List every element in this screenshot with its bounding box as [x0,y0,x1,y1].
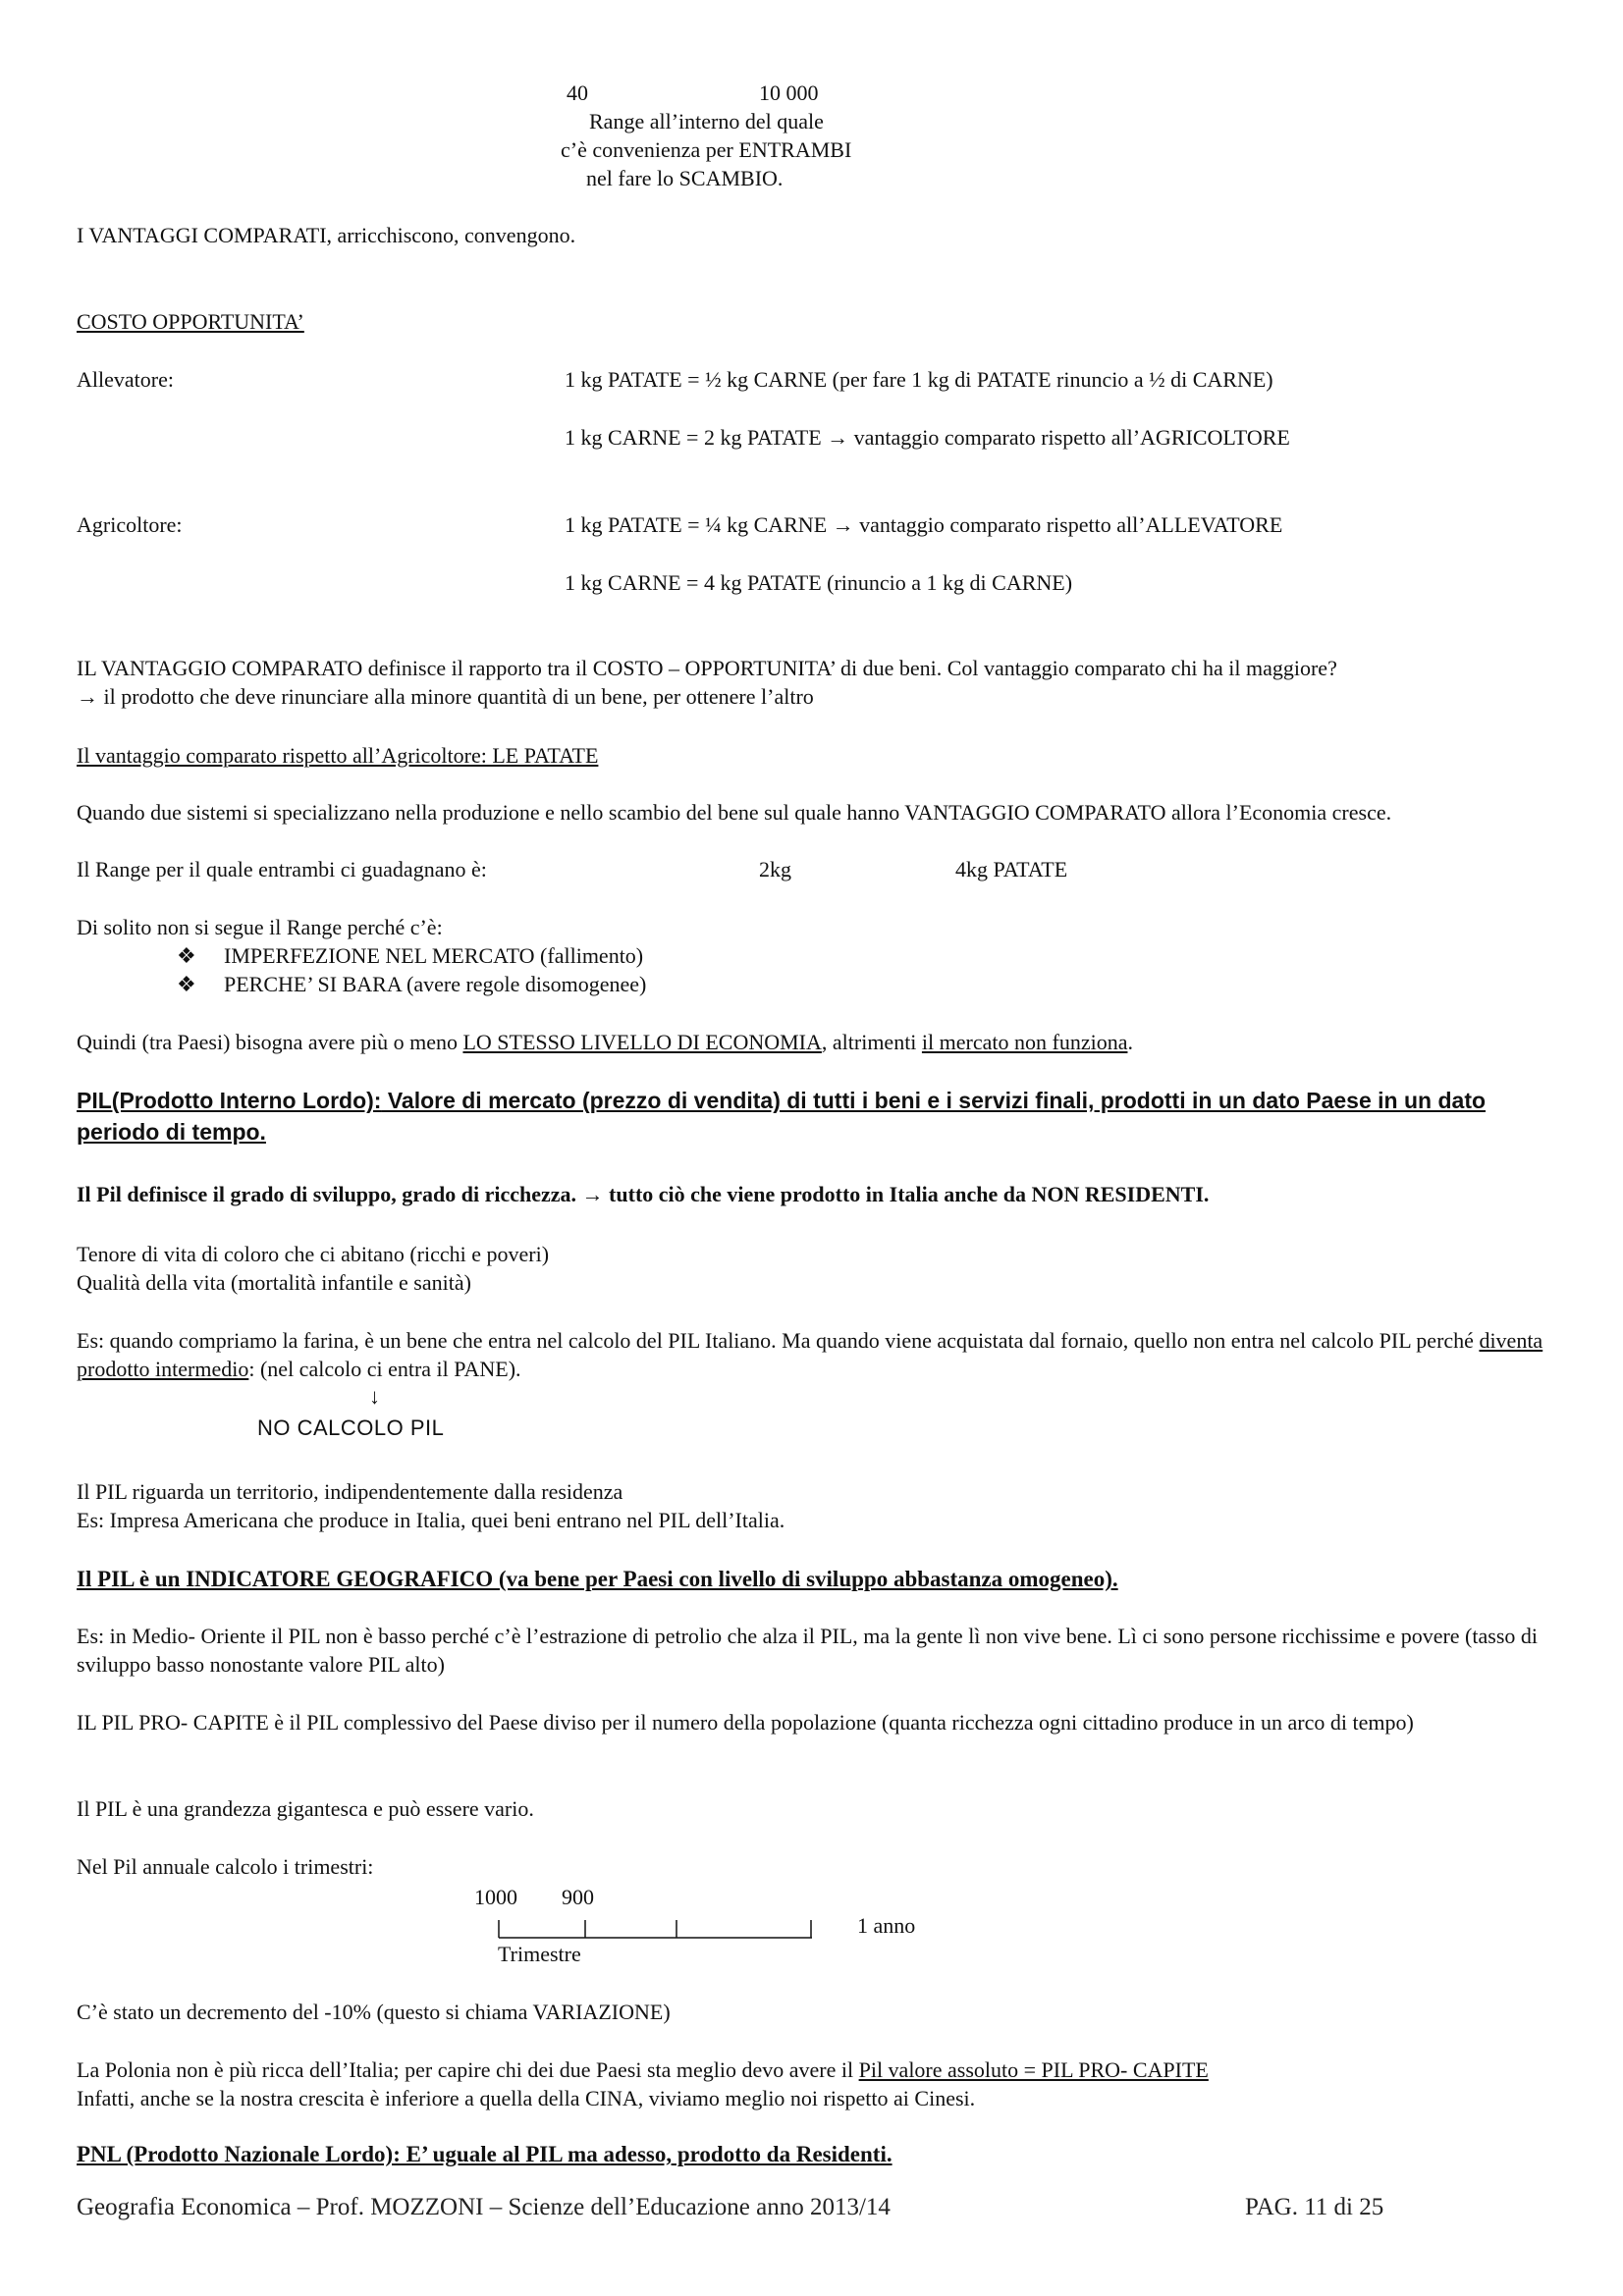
bullet-icon: ❖ [177,943,196,968]
farina-text: Es: quando compriamo la farina, è un bene che entra nel calcolo del PIL Italiano. Ma quando viene acquistata dal fornaio, quello non entra nel calcolo PIL perché [77,1328,1480,1353]
pro-capite-paragraph: IL PIL PRO- CAPITE è il PIL complessivo del Paese diviso per il numero della popolazione (quanta ricchezza ogni cittadino produce in un arco di tempo) [77,1710,1414,1735]
pil-bold-line: Il Pil definisce il grado di sviluppo, grado di ricchezza. → tutto ciò che viene prodotto in Italia anche da NON RESIDENTI. [77,1182,1210,1206]
bullet-icon: ❖ [177,972,196,996]
quindi-underlined-2: il mercato non funziona [921,1030,1128,1054]
medio-oriente-paragraph: Es: in Medio- Oriente il PIL non è basso perché c’è l’estrazione di petrolio che alza il PIL, ma la gente lì non vive bene. Lì ci sono persone ricchissime e povere (tasso di sviluppo basso nonostante valore PIL alto) [77,1624,1538,1677]
indicatore-heading: Il PIL è un INDICATORE GEOGRAFICO (va bene per Paesi con livello di sviluppo abbastanza omogeneo). [77,1567,1118,1591]
intro-line: I VANTAGGI COMPARATI, arricchiscono, convengono. [77,223,576,247]
quindi-text: . [1127,1030,1133,1054]
farina-underlined: diventa prodotto intermedio [77,1328,1543,1381]
timeline-quarter-label: Trimestre [498,1942,581,1966]
solito-intro: Di solito non si segue il Range perché c’è: [77,915,443,939]
bullet-item: IMPERFEZIONE NEL MERCATO (fallimento) [224,943,644,968]
allevatore-line2: 1 kg CARNE = 2 kg PATATE → vantaggio comparato rispetto all’AGRICOLTORE [565,425,1290,450]
grandezza-line: Il PIL è una grandezza gigantesca e può essere vario. [77,1796,534,1821]
quindi-paragraph [77,1028,1133,1056]
quindi-text: Quindi (tra Paesi) bisogna avere più o meno [77,1030,463,1054]
polonia-underlined: Pil valore assoluto = PIL PRO- CAPITE [858,2057,1209,2082]
range-caption-line2: c’è convenienza per ENTRAMBI [561,137,852,162]
tenore-line2: Qualità della vita (mortalità infantile e sanità) [77,1270,471,1295]
agricoltore-line2: 1 kg CARNE = 4 kg PATATE (rinuncio a 1 kg di CARNE) [565,570,1073,595]
agricoltore-label: Agricoltore: [77,512,183,537]
agricoltore-line1: 1 kg PATATE = ¼ kg CARNE → vantaggio comparato rispetto all’ALLEVATORE [565,512,1283,537]
timeline-axis [496,1912,820,1942]
quindi-text: , altrimenti [821,1030,922,1054]
timeline-value-1: 1000 [474,1885,517,1909]
polonia-text: La Polonia non è più ricca dell’Italia; per capire chi dei due Paesi sta meglio devo avere il [77,2057,859,2082]
footer-page-number: PAG. 11 di 25 [1245,2194,1384,2220]
allevatore-line1: 1 kg PATATE = ½ kg CARNE (per fare 1 kg di PATATE rinuncio a ½ di CARNE) [565,367,1273,392]
range-line-high: 4kg PATATE [955,857,1068,881]
footer-course: Geografia Economica – Prof. MOZZONI – Scienze dell’Educazione anno 2013/14 [77,2194,891,2220]
down-arrow-icon: ↓ [369,1384,380,1409]
vantaggio-heading: Il vantaggio comparato rispetto all’Agricoltore: LE PATATE [77,743,599,768]
no-calcolo-label: NO CALCOLO PIL [257,1415,445,1440]
polonia-line1 [77,2056,1209,2084]
trimestri-intro: Nel Pil annuale calcolo i trimestri: [77,1854,374,1879]
range-caption-line3: nel fare lo SCAMBIO. [586,166,784,190]
territorio-line1: Il PIL riguarda un territorio, indipendentemente dalla residenza [77,1479,623,1504]
quindi-underlined-1: LO STESSO LIVELLO DI ECONOMIA [462,1030,822,1054]
range-line-low: 2kg [759,857,791,881]
decremento-line: C’è stato un decremento del -10% (questo si chiama VARIAZIONE) [77,2000,671,2024]
range-caption-line1: Range all’interno del quale [589,109,824,133]
range-right-value: 10 000 [759,80,819,105]
def-line2: → il prodotto che deve rinunciare alla minore quantità di un bene, per ottenere l’altro [77,684,814,709]
specialize-paragraph: Quando due sistemi si specializzano nella produzione e nello scambio del bene sul quale hanno VANTAGGIO COMPARATO allora l’Economia cresce. [77,800,1392,825]
pil-term: PIL(Prodotto Interno Lordo): [77,1088,382,1113]
range-line-label: Il Range per il quale entrambi ci guadagnano è: [77,857,487,881]
bullet-item: PERCHE’ SI BARA (avere regole disomogenee) [224,972,647,996]
timeline-year-label: 1 anno [857,1913,916,1938]
pil-definition-text: Valore di mercato (prezzo di vendita) di tutti i beni e i servizi finali, prodotti in un dato Paese in un dato periodo di tempo. [77,1088,1487,1145]
costo-heading: COSTO OPPORTUNITA’ [77,309,304,334]
tenore-line1: Tenore di vita di coloro che ci abitano (ricchi e poveri) [77,1242,550,1266]
farina-text-end: : (nel calcolo ci entra il PANE). [248,1357,521,1381]
timeline-value-2: 900 [562,1885,594,1909]
territorio-line2: Es: Impresa Americana che produce in Italia, quei beni entrano nel PIL dell’Italia. [77,1508,785,1532]
allevatore-label: Allevatore: [77,367,174,392]
polonia-line2: Infatti, anche se la nostra crescita è inferiore a quella della CINA, viviamo meglio noi rispetto ai Cinesi. [77,2086,976,2110]
farina-paragraph [77,1326,1559,1383]
pnl-heading: PNL (Prodotto Nazionale Lordo): E’ uguale al PIL ma adesso, prodotto da Residenti. [77,2142,893,2166]
def-line1: IL VANTAGGIO COMPARATO definisce il rapporto tra il COSTO – OPPORTUNITA’ di due beni. Col vantaggio comparato chi ha il maggiore? [77,656,1337,680]
range-left-value: 40 [567,80,588,105]
pil-definition [77,1085,1559,1148]
